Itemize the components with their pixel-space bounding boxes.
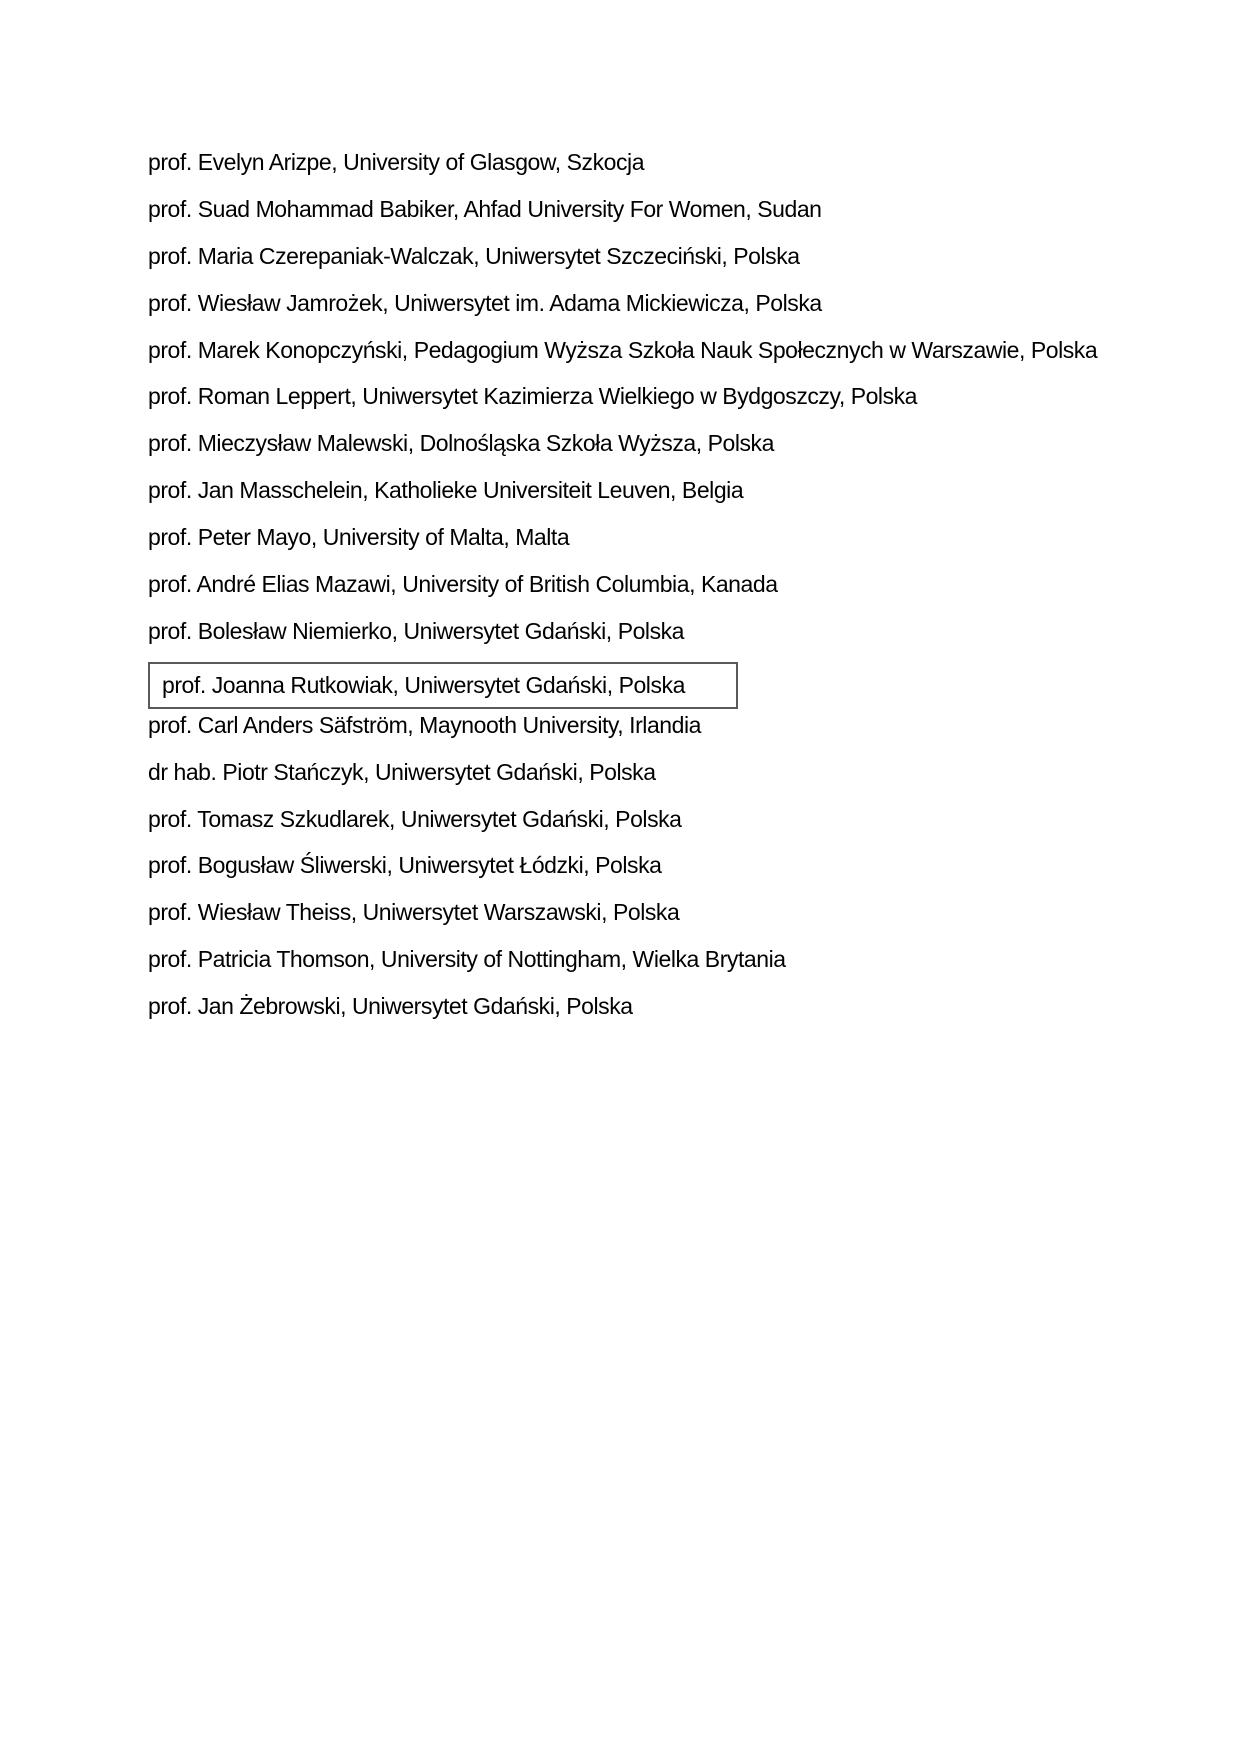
- member-list: [148, 139, 1208, 1030]
- member-row: prof. Mieczysław Malewski, Dolnośląska Szkoła Wyższa, Polska: [148, 430, 774, 457]
- member-row-highlighted: prof. Joanna Rutkowiak, Uniwersytet Gdański, Polska: [148, 662, 738, 709]
- member-row: prof. Suad Mohammad Babiker, Ahfad University For Women, Sudan: [148, 195, 822, 222]
- member-row: dr hab. Piotr Stańczyk, Uniwersytet Gdański, Polska: [148, 758, 656, 785]
- member-row: prof. Tomasz Szkudlarek, Uniwersytet Gdański, Polska: [148, 805, 682, 832]
- member-row: prof. Carl Anders Säfström, Maynooth University, Irlandia: [148, 711, 701, 738]
- member-row: prof. Jan Masschelein, Katholieke Universiteit Leuven, Belgia: [148, 477, 744, 504]
- member-row: prof. André Elias Mazawi, University of British Columbia, Kanada: [148, 571, 778, 598]
- member-row: prof. Bolesław Niemierko, Uniwersytet Gdański, Polska: [148, 617, 685, 644]
- member-row: prof. Evelyn Arizpe, University of Glasgow, Szkocja: [148, 149, 645, 175]
- member-row: prof. Maria Czerepaniak-Walczak, Uniwersytet Szczeciński, Polska: [148, 242, 800, 269]
- member-row: prof. Marek Konopczyński, Pedagogium Wyższa Szkoła Nauk Społecznych w Warszawie, Polska: [148, 336, 1098, 363]
- member-row: prof. Jan Żebrowski, Uniwersytet Gdański, Polska: [148, 993, 633, 1020]
- member-row: prof. Wiesław Theiss, Uniwersytet Warszawski, Polska: [148, 899, 680, 926]
- member-row: prof. Roman Leppert, Uniwersytet Kazimierza Wielkiego w Bydgoszczy, Polska: [148, 383, 918, 410]
- member-row: prof. Peter Mayo, University of Malta, Malta: [148, 524, 570, 551]
- member-row: prof. Wiesław Jamrożek, Uniwersytet im. Adama Mickiewicza, Polska: [148, 289, 822, 316]
- member-row: prof. Bogusław Śliwerski, Uniwersytet Łódzki, Polska: [148, 852, 662, 879]
- member-row: prof. Patricia Thomson, University of Nottingham, Wielka Brytania: [148, 946, 786, 973]
